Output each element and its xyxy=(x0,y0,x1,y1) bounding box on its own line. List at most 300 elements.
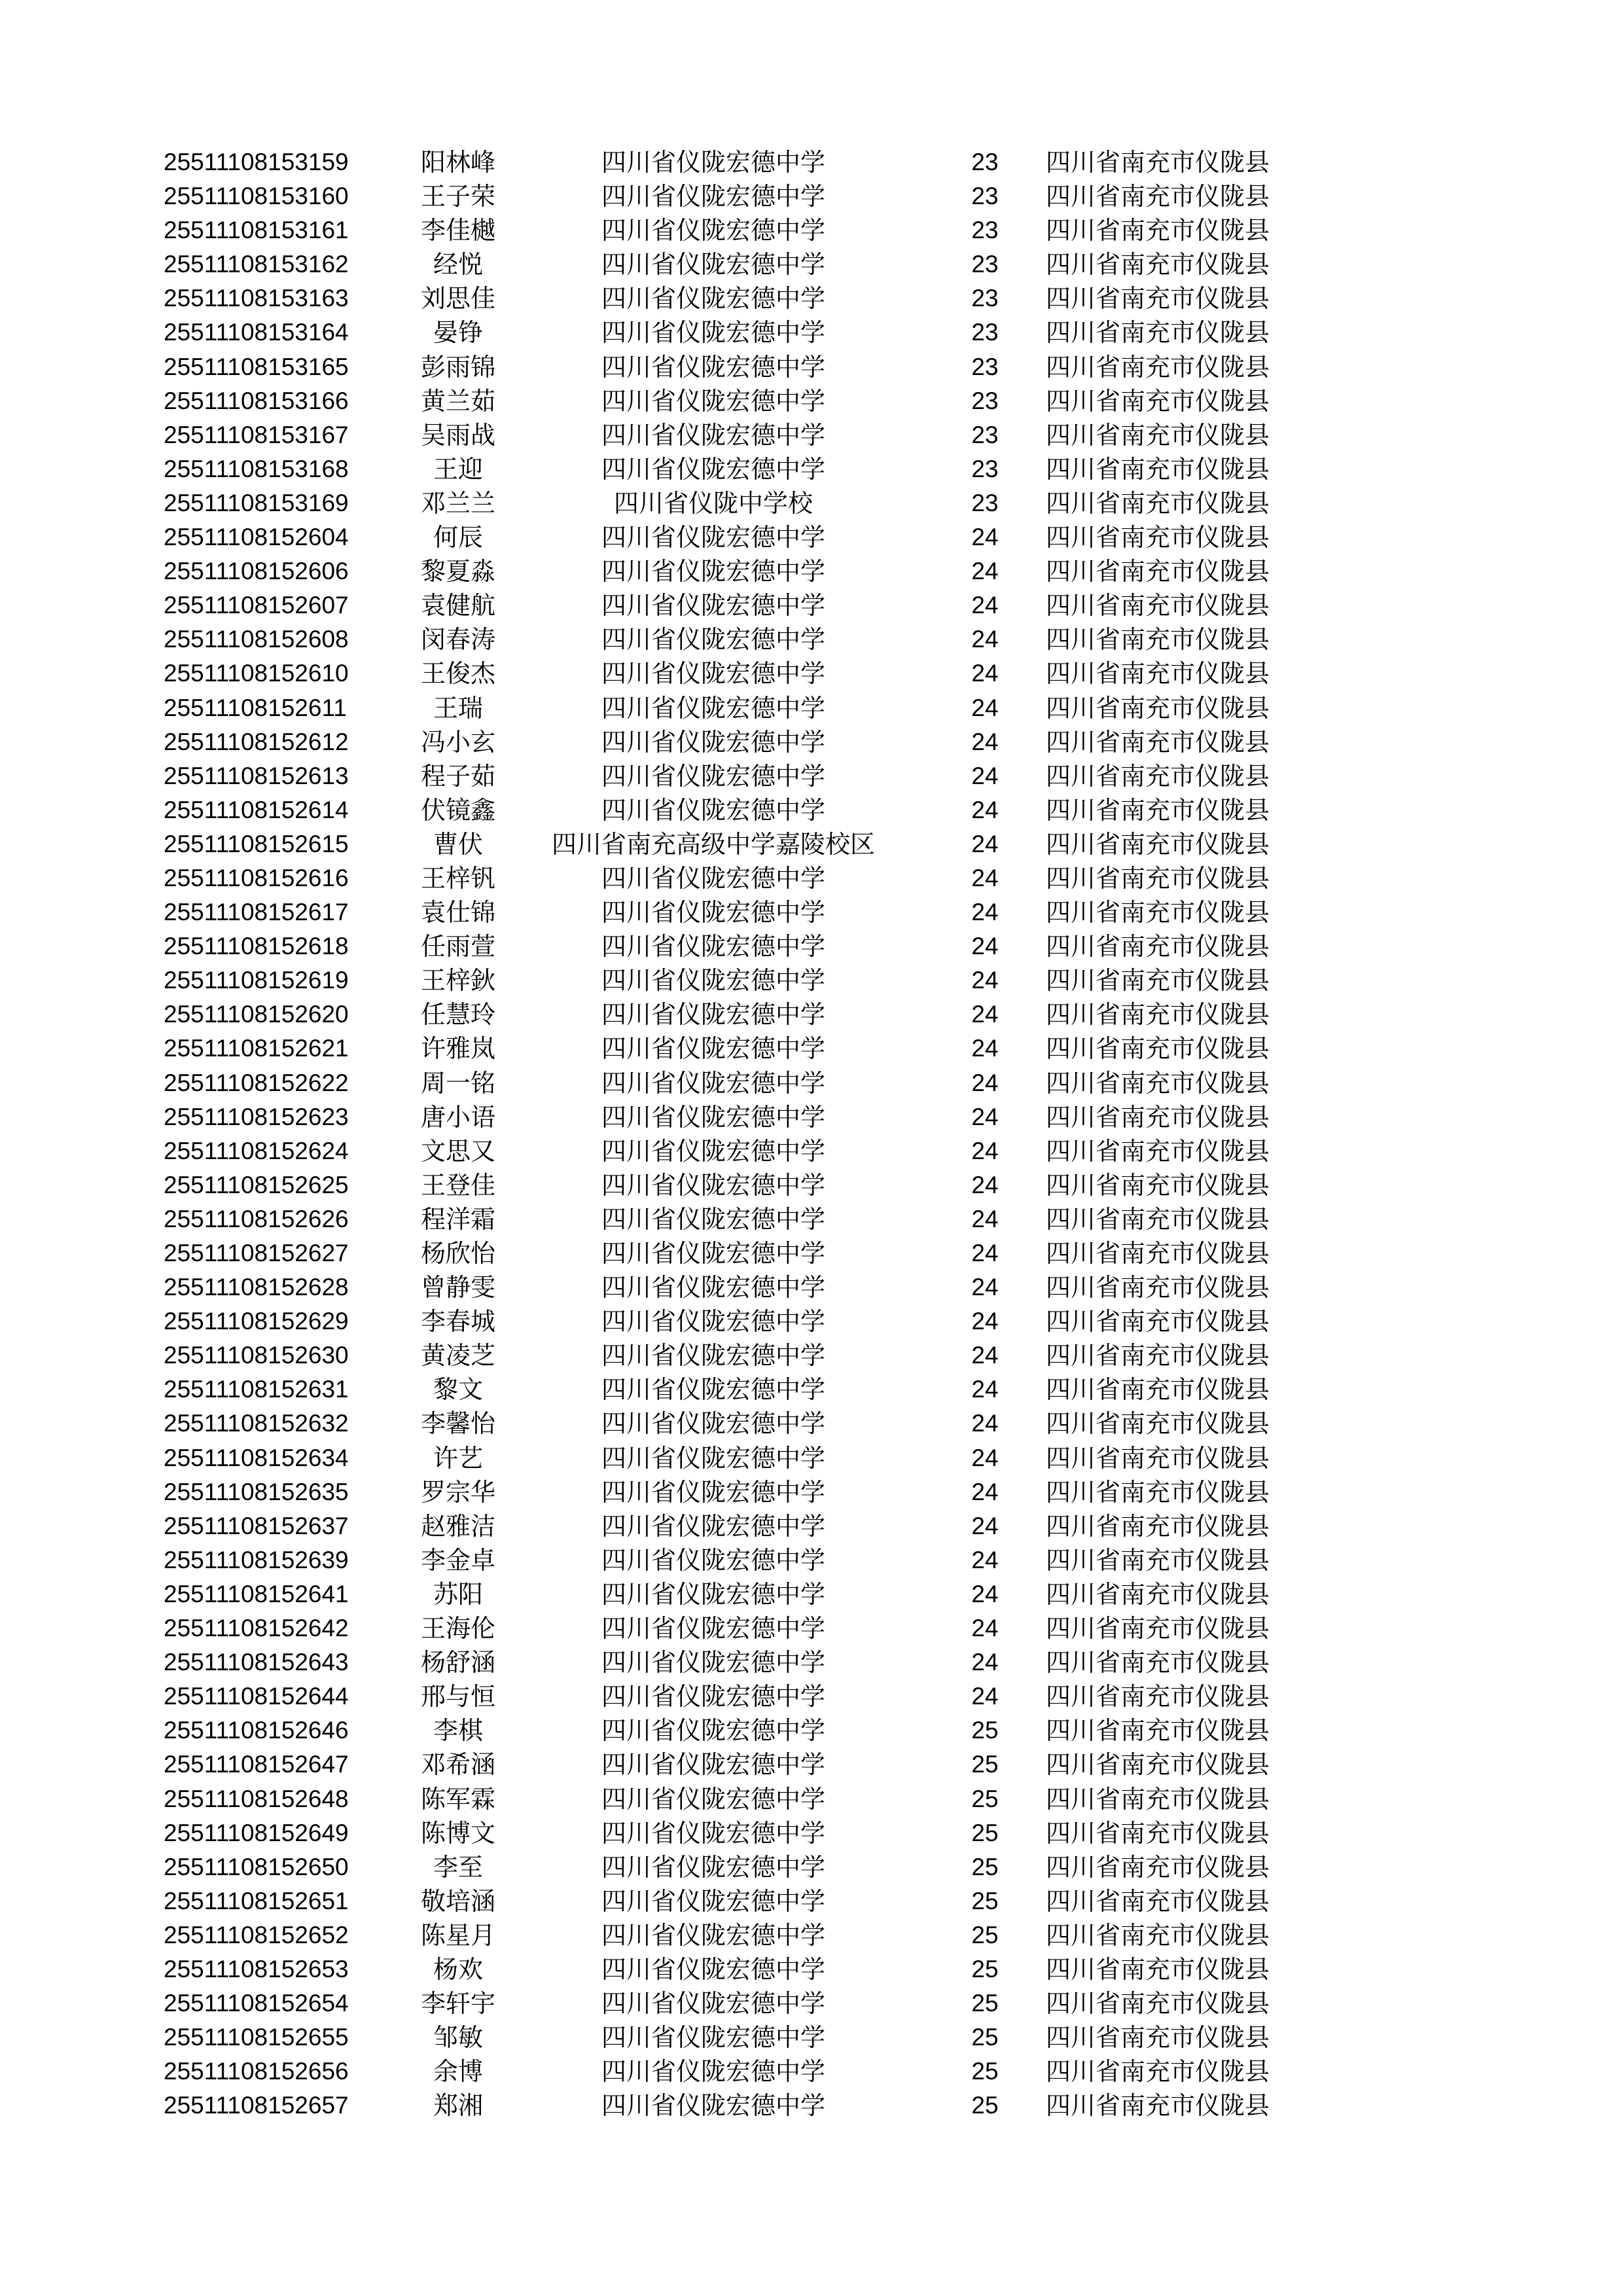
region-cell: 四川省南充市仪陇县 xyxy=(1046,1989,1270,2018)
student-name-cell: 邢与恒 xyxy=(420,1682,495,1712)
number-cell: 25 xyxy=(971,1785,999,1812)
number-cell: 24 xyxy=(971,796,999,823)
candidate-id-cell: 25511108152614 xyxy=(164,796,349,823)
student-name-cell: 曹伏 xyxy=(433,829,483,859)
school-name-cell: 四川省仪陇宏德中学 xyxy=(601,1784,825,1814)
table-row xyxy=(0,1952,1623,1986)
number-cell: 24 xyxy=(971,1478,999,1505)
table-row xyxy=(0,554,1623,588)
candidate-id-cell: 25511108152649 xyxy=(164,1819,349,1846)
student-name-cell: 李馨怡 xyxy=(420,1409,495,1439)
table-row xyxy=(0,2089,1623,2123)
student-name-cell: 黎夏淼 xyxy=(420,557,495,586)
region-cell: 四川省南充市仪陇县 xyxy=(1046,1307,1270,1336)
table-row xyxy=(0,418,1623,452)
table-row xyxy=(0,384,1623,418)
number-cell: 23 xyxy=(971,387,999,414)
number-cell: 24 xyxy=(971,967,999,994)
candidate-id-cell: 25511108152608 xyxy=(164,626,349,653)
school-name-cell: 四川省仪陇宏德中学 xyxy=(601,1170,825,1200)
table-row xyxy=(0,1850,1623,1884)
student-name-cell: 任雨萱 xyxy=(420,932,495,961)
region-cell: 四川省南充市仪陇县 xyxy=(1046,1750,1270,1780)
candidate-id-cell: 25511108152643 xyxy=(164,1649,349,1676)
table-row xyxy=(0,793,1623,827)
table-row xyxy=(0,1986,1623,2020)
candidate-id-cell: 25511108152623 xyxy=(164,1103,349,1130)
table-row xyxy=(0,1475,1623,1509)
table-row xyxy=(0,1134,1623,1168)
candidate-id-cell: 25511108152654 xyxy=(164,1990,349,2017)
region-cell: 四川省南充市仪陇县 xyxy=(1046,1614,1270,1643)
region-cell: 四川省南充市仪陇县 xyxy=(1046,863,1270,893)
student-name-cell: 郑湘 xyxy=(433,2091,483,2121)
table-row xyxy=(0,656,1623,691)
student-name-cell: 闵春涛 xyxy=(420,625,495,655)
candidate-id-cell: 25511108153166 xyxy=(164,387,349,414)
school-name-cell: 四川省仪陇宏德中学 xyxy=(601,898,825,927)
student-name-cell: 王海伦 xyxy=(420,1614,495,1643)
number-cell: 24 xyxy=(971,899,999,926)
student-name-cell: 罗宗华 xyxy=(420,1477,495,1507)
region-cell: 四川省南充市仪陇县 xyxy=(1046,659,1270,689)
school-name-cell: 四川省仪陇宏德中学 xyxy=(601,352,825,382)
student-name-cell: 伏镜鑫 xyxy=(420,795,495,825)
region-cell: 四川省南充市仪陇县 xyxy=(1046,216,1270,245)
region-cell: 四川省南充市仪陇县 xyxy=(1046,2023,1270,2053)
student-name-cell: 邓兰兰 xyxy=(420,488,495,518)
region-cell: 四川省南充市仪陇县 xyxy=(1046,386,1270,416)
candidate-id-cell: 25511108152613 xyxy=(164,762,349,789)
region-cell: 四川省南充市仪陇县 xyxy=(1046,2057,1270,2087)
candidate-id-cell: 25511108152639 xyxy=(164,1546,349,1573)
school-name-cell: 四川省仪陇宏德中学 xyxy=(601,557,825,586)
student-name-cell: 李佳樾 xyxy=(420,216,495,245)
table-row xyxy=(0,1679,1623,1713)
table-row xyxy=(0,1782,1623,1816)
table-row xyxy=(0,486,1623,520)
number-cell: 24 xyxy=(971,1546,999,1573)
school-name-cell: 四川省仪陇宏德中学 xyxy=(601,1102,825,1132)
school-name-cell: 四川省仪陇宏德中学 xyxy=(601,2091,825,2121)
number-cell: 24 xyxy=(971,762,999,789)
region-cell: 四川省南充市仪陇县 xyxy=(1046,1170,1270,1200)
candidate-id-cell: 25511108153160 xyxy=(164,183,349,210)
number-cell: 24 xyxy=(971,1001,999,1028)
table-row xyxy=(0,1543,1623,1577)
region-cell: 四川省南充市仪陇县 xyxy=(1046,693,1270,723)
region-cell: 四川省南充市仪陇县 xyxy=(1046,1375,1270,1405)
number-cell: 23 xyxy=(971,319,999,346)
candidate-id-cell: 25511108152607 xyxy=(164,592,349,619)
number-cell: 24 xyxy=(971,660,999,687)
region-cell: 四川省南充市仪陇县 xyxy=(1046,1818,1270,1848)
region-cell: 四川省南充市仪陇县 xyxy=(1046,420,1270,450)
table-row xyxy=(0,1407,1623,1441)
region-cell: 四川省南充市仪陇县 xyxy=(1046,488,1270,518)
student-name-cell: 苏阳 xyxy=(433,1579,483,1609)
table-row xyxy=(0,179,1623,213)
student-name-cell: 赵雅洁 xyxy=(420,1511,495,1541)
number-cell: 25 xyxy=(971,2024,999,2051)
school-name-cell: 四川省仪陇宏德中学 xyxy=(601,1614,825,1643)
student-name-cell: 李轩宇 xyxy=(420,1989,495,2018)
school-name-cell: 四川省仪陇宏德中学 xyxy=(601,727,825,757)
region-cell: 四川省南充市仪陇县 xyxy=(1046,1443,1270,1473)
table-row xyxy=(0,1168,1623,1202)
student-name-cell: 王登佳 xyxy=(420,1170,495,1200)
candidate-id-cell: 25511108152632 xyxy=(164,1410,349,1437)
school-name-cell: 四川省仪陇宏德中学 xyxy=(601,216,825,245)
table-row xyxy=(0,145,1623,179)
region-cell: 四川省南充市仪陇县 xyxy=(1046,1068,1270,1098)
candidate-id-cell: 25511108152616 xyxy=(164,864,349,891)
school-name-cell: 四川省仪陇宏德中学 xyxy=(601,1068,825,1098)
candidate-id-cell: 25511108152624 xyxy=(164,1137,349,1164)
number-cell: 24 xyxy=(971,830,999,857)
region-cell: 四川省南充市仪陇县 xyxy=(1046,795,1270,825)
school-name-cell: 四川省仪陇宏德中学 xyxy=(601,2057,825,2087)
candidate-id-cell: 25511108153164 xyxy=(164,319,349,346)
candidate-id-cell: 25511108152644 xyxy=(164,1683,349,1710)
candidate-id-cell: 25511108152611 xyxy=(164,694,347,721)
number-cell: 25 xyxy=(971,2092,999,2119)
school-name-cell: 四川省仪陇宏德中学 xyxy=(601,1716,825,1746)
student-name-cell: 李至 xyxy=(433,1852,483,1882)
student-name-cell: 晏铮 xyxy=(433,318,483,348)
number-cell: 25 xyxy=(971,2058,999,2085)
number-cell: 24 xyxy=(971,558,999,585)
candidate-id-cell: 25511108152655 xyxy=(164,2024,349,2051)
table-row xyxy=(0,2054,1623,2089)
number-cell: 24 xyxy=(971,1103,999,1130)
school-name-cell: 四川省仪陇宏德中学 xyxy=(601,1204,825,1234)
table-row xyxy=(0,1270,1623,1304)
table-row xyxy=(0,1611,1623,1645)
region-cell: 四川省南充市仪陇县 xyxy=(1046,932,1270,961)
school-name-cell: 四川省仪陇宏德中学 xyxy=(601,318,825,348)
table-row xyxy=(0,588,1623,622)
region-cell: 四川省南充市仪陇县 xyxy=(1046,898,1270,927)
school-name-cell: 四川省仪陇宏德中学 xyxy=(601,795,825,825)
region-cell: 四川省南充市仪陇县 xyxy=(1046,829,1270,859)
table-row xyxy=(0,213,1623,247)
student-name-cell: 阳林峰 xyxy=(420,148,495,177)
candidate-id-cell: 25511108152618 xyxy=(164,933,349,960)
candidate-id-cell: 25511108152610 xyxy=(164,660,349,687)
number-cell: 24 xyxy=(971,626,999,653)
number-cell: 23 xyxy=(971,421,999,448)
table-row xyxy=(0,1202,1623,1236)
region-cell: 四川省南充市仪陇县 xyxy=(1046,591,1270,620)
student-name-cell: 吴雨战 xyxy=(420,420,495,450)
candidate-id-cell: 25511108152651 xyxy=(164,1887,349,1914)
candidate-id-cell: 25511108152637 xyxy=(164,1512,349,1539)
number-cell: 24 xyxy=(971,933,999,960)
candidate-id-cell: 25511108153169 xyxy=(164,489,349,516)
school-name-cell: 四川省仪陇宏德中学 xyxy=(601,2023,825,2053)
candidate-id-cell: 25511108152620 xyxy=(164,1001,349,1028)
region-cell: 四川省南充市仪陇县 xyxy=(1046,284,1270,314)
table-row xyxy=(0,1509,1623,1543)
candidate-id-cell: 25511108152629 xyxy=(164,1308,349,1335)
region-cell: 四川省南充市仪陇县 xyxy=(1046,1477,1270,1507)
school-name-cell: 四川省仪陇宏德中学 xyxy=(601,1375,825,1405)
candidate-id-cell: 25511108152627 xyxy=(164,1240,349,1266)
school-name-cell: 四川省仪陇宏德中学 xyxy=(601,761,825,791)
candidate-id-cell: 25511108152615 xyxy=(164,830,349,857)
school-name-cell: 四川省仪陇宏德中学 xyxy=(601,1954,825,1984)
student-name-cell: 陈军霖 xyxy=(420,1784,495,1814)
student-name-cell: 唐小语 xyxy=(420,1102,495,1132)
region-cell: 四川省南充市仪陇县 xyxy=(1046,727,1270,757)
number-cell: 24 xyxy=(971,1171,999,1198)
number-cell: 25 xyxy=(971,1990,999,2017)
number-cell: 25 xyxy=(971,1853,999,1880)
number-cell: 25 xyxy=(971,1819,999,1846)
school-name-cell: 四川省仪陇宏德中学 xyxy=(601,1000,825,1030)
school-name-cell: 四川省仪陇宏德中学 xyxy=(601,1682,825,1712)
candidate-id-cell: 25511108152642 xyxy=(164,1615,349,1642)
student-name-cell: 杨欢 xyxy=(433,1954,483,1984)
number-cell: 24 xyxy=(971,1512,999,1539)
number-cell: 23 xyxy=(971,455,999,482)
student-name-cell: 李棋 xyxy=(433,1716,483,1746)
student-name-cell: 程洋霜 xyxy=(420,1204,495,1234)
region-cell: 四川省南充市仪陇县 xyxy=(1046,523,1270,552)
student-name-cell: 袁仕锦 xyxy=(420,898,495,927)
school-name-cell: 四川省仪陇宏德中学 xyxy=(601,1989,825,2018)
candidate-id-cell: 25511108152612 xyxy=(164,728,349,755)
number-cell: 24 xyxy=(971,1683,999,1710)
student-name-cell: 王子荣 xyxy=(420,182,495,211)
candidate-id-cell: 25511108153163 xyxy=(164,285,349,312)
student-name-cell: 黄兰茹 xyxy=(420,386,495,416)
table-row xyxy=(0,827,1623,861)
candidate-id-cell: 25511108152606 xyxy=(164,558,349,585)
region-cell: 四川省南充市仪陇县 xyxy=(1046,1034,1270,1064)
school-name-cell: 四川省仪陇宏德中学 xyxy=(601,1920,825,1950)
candidate-id-cell: 25511108153167 xyxy=(164,421,349,448)
school-name-cell: 四川省仪陇宏德中学 xyxy=(601,1545,825,1575)
school-name-cell: 四川省仪陇宏德中学 xyxy=(601,182,825,211)
school-name-cell: 四川省仪陇宏德中学 xyxy=(601,250,825,279)
school-name-cell: 四川省南充高级中学嘉陵校区 xyxy=(551,829,875,859)
table-row xyxy=(0,1304,1623,1338)
school-name-cell: 四川省仪陇宏德中学 xyxy=(601,659,825,689)
student-name-cell: 袁健航 xyxy=(420,591,495,620)
region-cell: 四川省南充市仪陇县 xyxy=(1046,1409,1270,1439)
region-cell: 四川省南充市仪陇县 xyxy=(1046,352,1270,382)
number-cell: 23 xyxy=(971,489,999,516)
candidate-id-cell: 25511108152652 xyxy=(164,1921,349,1948)
school-name-cell: 四川省仪陇宏德中学 xyxy=(601,1307,825,1336)
candidate-id-cell: 25511108152648 xyxy=(164,1785,349,1812)
school-name-cell: 四川省仪陇宏德中学 xyxy=(601,1443,825,1473)
number-cell: 24 xyxy=(971,1035,999,1062)
school-name-cell: 四川省仪陇宏德中学 xyxy=(601,1477,825,1507)
school-name-cell: 四川省仪陇宏德中学 xyxy=(601,1409,825,1439)
candidate-id-cell: 25511108152626 xyxy=(164,1205,349,1232)
school-name-cell: 四川省仪陇宏德中学 xyxy=(601,420,825,450)
region-cell: 四川省南充市仪陇县 xyxy=(1046,1716,1270,1746)
number-cell: 24 xyxy=(971,1205,999,1232)
school-name-cell: 四川省仪陇宏德中学 xyxy=(601,1273,825,1302)
student-name-cell: 敬培涵 xyxy=(420,1886,495,1916)
number-cell: 23 xyxy=(971,149,999,175)
candidate-id-cell: 25511108152604 xyxy=(164,524,349,551)
school-name-cell: 四川省仪陇宏德中学 xyxy=(601,625,825,655)
number-cell: 24 xyxy=(971,1274,999,1301)
student-name-cell: 任慧玲 xyxy=(420,1000,495,1030)
school-name-cell: 四川省仪陇宏德中学 xyxy=(601,1579,825,1609)
candidate-id-cell: 25511108152641 xyxy=(164,1580,349,1607)
table-row xyxy=(0,1816,1623,1850)
school-name-cell: 四川省仪陇宏德中学 xyxy=(601,1511,825,1541)
number-cell: 24 xyxy=(971,1308,999,1335)
number-cell: 24 xyxy=(971,1444,999,1471)
school-name-cell: 四川省仪陇宏德中学 xyxy=(601,591,825,620)
region-cell: 四川省南充市仪陇县 xyxy=(1046,182,1270,211)
table-row xyxy=(0,1066,1623,1100)
student-name-cell: 何辰 xyxy=(433,523,483,552)
school-name-cell: 四川省仪陇宏德中学 xyxy=(601,863,825,893)
region-cell: 四川省南充市仪陇县 xyxy=(1046,1579,1270,1609)
student-name-cell: 文思又 xyxy=(420,1136,495,1166)
candidate-id-cell: 25511108153161 xyxy=(164,217,349,244)
number-cell: 25 xyxy=(971,1955,999,1982)
region-cell: 四川省南充市仪陇县 xyxy=(1046,1102,1270,1132)
table-row xyxy=(0,1748,1623,1782)
student-name-cell: 王梓鈥 xyxy=(420,966,495,996)
candidate-id-cell: 25511108152634 xyxy=(164,1444,349,1471)
student-name-cell: 黎文 xyxy=(433,1375,483,1405)
number-cell: 24 xyxy=(971,1240,999,1266)
school-name-cell: 四川省仪陇宏德中学 xyxy=(601,1341,825,1371)
school-name-cell: 四川省仪陇宏德中学 xyxy=(601,1648,825,1677)
school-name-cell: 四川省仪陇宏德中学 xyxy=(601,284,825,314)
table-row xyxy=(0,1338,1623,1372)
region-cell: 四川省南充市仪陇县 xyxy=(1046,1784,1270,1814)
student-name-cell: 曾静雯 xyxy=(420,1273,495,1302)
number-cell: 25 xyxy=(971,1887,999,1914)
number-cell: 23 xyxy=(971,251,999,278)
student-name-cell: 彭雨锦 xyxy=(420,352,495,382)
student-name-cell: 杨舒涵 xyxy=(420,1648,495,1677)
table-row xyxy=(0,861,1623,895)
student-name-cell: 邹敏 xyxy=(433,2023,483,2053)
candidate-id-cell: 25511108153168 xyxy=(164,455,349,482)
candidate-id-cell: 25511108153165 xyxy=(164,353,349,380)
number-cell: 23 xyxy=(971,183,999,210)
candidate-id-cell: 25511108152628 xyxy=(164,1274,349,1301)
table-row xyxy=(0,963,1623,997)
student-name-cell: 李春城 xyxy=(420,1307,495,1336)
table-row xyxy=(0,452,1623,486)
region-cell: 四川省南充市仪陇县 xyxy=(1046,1239,1270,1268)
school-name-cell: 四川省仪陇宏德中学 xyxy=(601,148,825,177)
number-cell: 24 xyxy=(971,1069,999,1096)
region-cell: 四川省南充市仪陇县 xyxy=(1046,1273,1270,1302)
candidate-id-cell: 25511108152653 xyxy=(164,1955,349,1982)
candidate-id-cell: 25511108153162 xyxy=(164,251,349,278)
school-name-cell: 四川省仪陇宏德中学 xyxy=(601,1750,825,1780)
number-cell: 24 xyxy=(971,592,999,619)
number-cell: 24 xyxy=(971,728,999,755)
number-cell: 24 xyxy=(971,1580,999,1607)
table-row xyxy=(0,929,1623,963)
region-cell: 四川省南充市仪陇县 xyxy=(1046,1648,1270,1677)
region-cell: 四川省南充市仪陇县 xyxy=(1046,1341,1270,1371)
candidate-id-cell: 25511108152631 xyxy=(164,1376,349,1403)
region-cell: 四川省南充市仪陇县 xyxy=(1046,1511,1270,1541)
region-cell: 四川省南充市仪陇县 xyxy=(1046,318,1270,348)
region-cell: 四川省南充市仪陇县 xyxy=(1046,148,1270,177)
table-row xyxy=(0,350,1623,384)
candidate-id-cell: 25511108152617 xyxy=(164,899,349,926)
school-name-cell: 四川省仪陇中学校 xyxy=(613,488,813,518)
candidate-id-cell: 25511108152650 xyxy=(164,1853,349,1880)
candidate-id-cell: 25511108152656 xyxy=(164,2058,349,2085)
region-cell: 四川省南充市仪陇县 xyxy=(1046,1204,1270,1234)
student-name-cell: 许雅岚 xyxy=(420,1034,495,1064)
student-name-cell: 王俊杰 xyxy=(420,659,495,689)
number-cell: 24 xyxy=(971,1376,999,1403)
table-row xyxy=(0,1918,1623,1952)
number-cell: 25 xyxy=(971,1921,999,1948)
table-row xyxy=(0,247,1623,281)
region-cell: 四川省南充市仪陇县 xyxy=(1046,1886,1270,1916)
student-name-cell: 程子茹 xyxy=(420,761,495,791)
student-name-cell: 黄凌芝 xyxy=(420,1341,495,1371)
table-row xyxy=(0,725,1623,759)
candidate-id-cell: 25511108152622 xyxy=(164,1069,349,1096)
table-row xyxy=(0,1713,1623,1748)
table-row xyxy=(0,281,1623,315)
student-name-cell: 王梓钒 xyxy=(420,863,495,893)
roster-table xyxy=(0,145,1623,2123)
number-cell: 24 xyxy=(971,1342,999,1369)
student-name-cell: 王瑞 xyxy=(433,693,483,723)
region-cell: 四川省南充市仪陇县 xyxy=(1046,761,1270,791)
student-name-cell: 余博 xyxy=(433,2057,483,2087)
table-row xyxy=(0,2020,1623,2054)
region-cell: 四川省南充市仪陇县 xyxy=(1046,1136,1270,1166)
table-row xyxy=(0,997,1623,1031)
table-row xyxy=(0,759,1623,793)
school-name-cell: 四川省仪陇宏德中学 xyxy=(601,1034,825,1064)
region-cell: 四川省南充市仪陇县 xyxy=(1046,2091,1270,2121)
student-name-cell: 刘思佳 xyxy=(420,284,495,314)
region-cell: 四川省南充市仪陇县 xyxy=(1046,1920,1270,1950)
candidate-id-cell: 25511108152630 xyxy=(164,1342,349,1369)
table-row xyxy=(0,1577,1623,1611)
student-name-cell: 王迎 xyxy=(433,454,483,484)
region-cell: 四川省南充市仪陇县 xyxy=(1046,625,1270,655)
school-name-cell: 四川省仪陇宏德中学 xyxy=(601,523,825,552)
student-name-cell: 杨欣怡 xyxy=(420,1239,495,1268)
candidate-id-cell: 25511108152625 xyxy=(164,1171,349,1198)
school-name-cell: 四川省仪陇宏德中学 xyxy=(601,1136,825,1166)
school-name-cell: 四川省仪陇宏德中学 xyxy=(601,966,825,996)
table-row xyxy=(0,1645,1623,1679)
school-name-cell: 四川省仪陇宏德中学 xyxy=(601,1852,825,1882)
candidate-id-cell: 25511108152657 xyxy=(164,2092,349,2119)
school-name-cell: 四川省仪陇宏德中学 xyxy=(601,1239,825,1268)
table-row xyxy=(0,1236,1623,1270)
table-row xyxy=(0,1884,1623,1918)
number-cell: 24 xyxy=(971,1410,999,1437)
